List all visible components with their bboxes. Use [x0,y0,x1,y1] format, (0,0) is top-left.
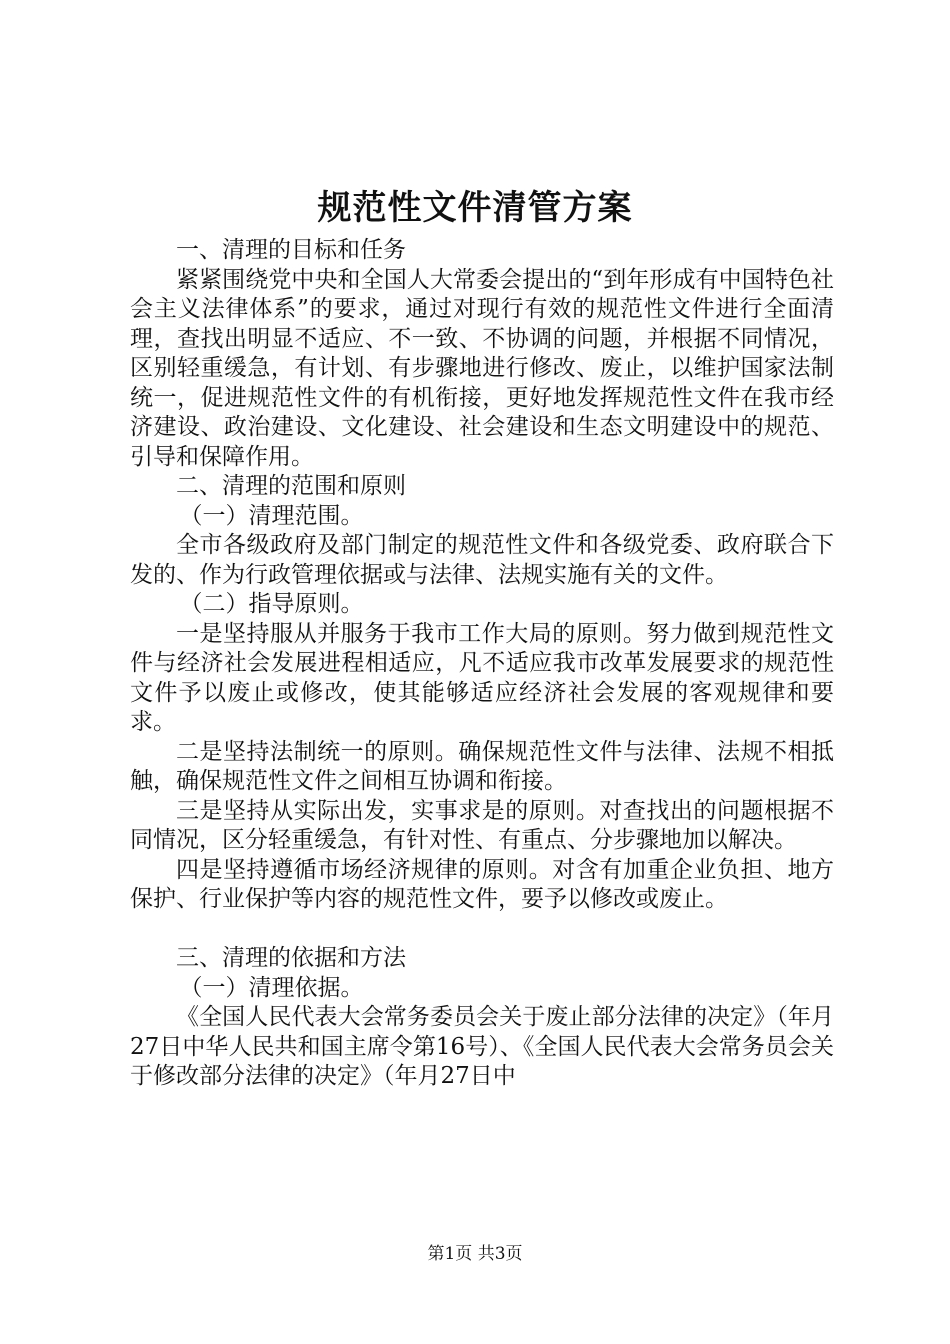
paragraph-basis: 《全国人民代表大会常务委员会关于废止部分法律的决定》（年月27日中华人民共和国主席令第16号）、《全国人民代表大会常务员会关于修改部分法律的决定》（年月27日中 [130,1004,834,1089]
section-heading-1: 一、清理的目标和任务 [176,237,406,263]
paragraph-principle-2: 二是坚持法制统一的原则。确保规范性文件与法律、法规不相抵触，确保规范性文件之间相互协调和衔接。 [130,738,834,794]
section-heading-2: 二、清理的范围和原则 [176,473,406,499]
section-heading-3: 三、清理的依据和方法 [176,945,406,971]
subheading-scope: （一）清理范围。 [179,502,364,529]
paragraph-principle-4: 四是坚持遵循市场经济规律的原则。对含有加重企业负担、地方保护、行业保护等内容的规范性文件，要予以修改或废止。 [130,856,834,912]
subheading-principles: （二）指导原则。 [179,591,364,617]
page-number: 第1页 共3页 [427,1244,523,1264]
paragraph-goals: 紧紧围绕党中央和全国人大常委会提出的“到年形成有中国特色社会主义法律体系”的要求，通过对现行有效的规范性文件进行全面清理，查找出明显不适应、不一致、不协调的问题，并根据不同情况，区别轻重缓急，有计划、有步骤地进行修改、废止，以维护国家法制统一，促进规范性文件的有机衔接，更好地发挥规范性文件在我市经济建设、政治建设、文化建设、社会建设和生态文明建设中的规范、引导和保障作用。 [130,266,834,470]
paragraph-principle-1: 一是坚持服从并服务于我市工作大局的原则。努力做到规范性文件与经济社会发展进程相适应，凡不适应我市改革发展要求的规范性文件予以废止或修改，使其能够适应经济社会发展的客观规律和要求。 [130,620,834,735]
document-body [130,236,834,1092]
paragraph-principle-3: 三是坚持从实际出发，实事求是的原则。对查找出的问题根据不同情况，区分轻重缓急，有针对性、有重点、分步骤地加以解决。 [130,797,834,853]
subheading-basis: （一）清理依据。 [179,974,364,1001]
paragraph-scope: 全市各级政府及部门制定的规范性文件和各级党委、政府联合下发的、作为行政管理依据或与法律、法规实施有关的文件。 [130,532,834,588]
document-title: 规范性文件清管方案 [317,188,633,228]
